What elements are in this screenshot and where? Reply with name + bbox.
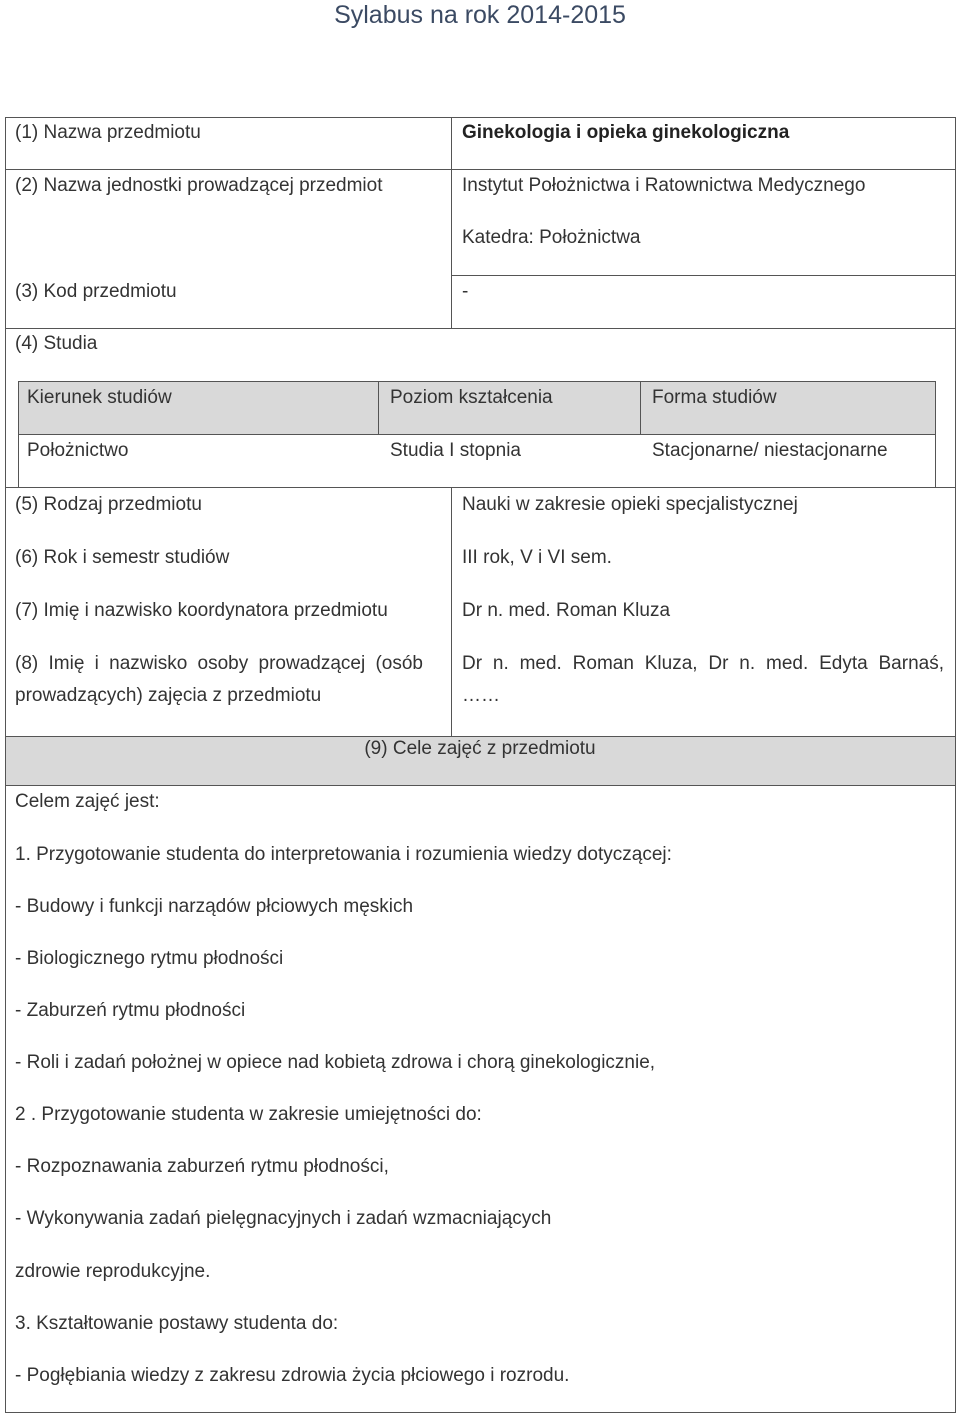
goals-item: - Roli i zadań położnej w opiece nad kobietą zdrowa i chorą ginekologicznie, <box>15 1052 656 1073</box>
column-divider <box>451 117 452 328</box>
studies-label: (4) Studia <box>15 333 98 354</box>
column-divider <box>451 487 452 736</box>
goals-item: 2 . Przygotowanie studenta w zakresie umiejętności do: <box>15 1104 482 1125</box>
unit-value-institute: Instytut Położnictwa i Ratownictwa Medycznego <box>462 175 866 196</box>
goals-item: 3. Kształtowanie postawy studenta do: <box>15 1313 339 1334</box>
studies-col-divider <box>378 381 379 435</box>
subject-name-label: (1) Nazwa przedmiotu <box>15 122 201 143</box>
year-semester-value: III rok, V i VI sem. <box>462 547 612 568</box>
subject-type-value: Nauki w zakresie opieki specjalistycznej <box>462 494 798 515</box>
goals-item: - Rozpoznawania zaburzeń rytmu płodności, <box>15 1156 389 1177</box>
row-divider <box>5 169 956 170</box>
year-semester-label: (6) Rok i semestr studiów <box>15 547 230 568</box>
goals-intro: Celem zajęć jest: <box>15 791 160 812</box>
goals-item: - Budowy i funkcji narządów płciowych męskich <box>15 896 414 917</box>
teachers-value-line1: Dr n. med. Roman Kluza, Dr n. med. Edyta Barnaś, <box>462 653 944 674</box>
row-divider <box>5 785 956 786</box>
goals-item: - Pogłębiania wiedzy z zakresu zdrowia życia płciowego i rozrodu. <box>15 1365 570 1386</box>
teachers-label-line1: (8) Imię i nazwisko osoby prowadzącej (osób <box>15 653 423 674</box>
studies-header-field: Kierunek studiów <box>27 387 172 408</box>
studies-col-divider <box>640 381 641 435</box>
studies-value-field: Położnictwo <box>27 440 129 461</box>
studies-header-form: Forma studiów <box>652 387 777 408</box>
subject-code-value: - <box>462 281 469 302</box>
studies-value-form: Stacjonarne/ niestacjonarne <box>652 440 888 461</box>
coordinator-value: Dr n. med. Roman Kluza <box>462 600 671 621</box>
studies-divider <box>18 434 936 435</box>
goals-item: - Zaburzeń rytmu płodności <box>15 1000 246 1021</box>
row-divider <box>5 328 956 329</box>
unit-value-department: Katedra: Położnictwa <box>462 227 641 248</box>
studies-header-level: Poziom kształcenia <box>390 387 553 408</box>
goals-item: zdrowie reprodukcyjne. <box>15 1261 211 1282</box>
subject-code-label: (3) Kod przedmiotu <box>15 281 177 302</box>
page-title: Sylabus na rok 2014-2015 <box>334 1 626 29</box>
subject-type-label: (5) Rodzaj przedmiotu <box>15 494 202 515</box>
coordinator-label: (7) Imię i nazwisko koordynatora przedmiotu <box>15 600 388 621</box>
row-divider <box>451 275 956 276</box>
goals-item: - Biologicznego rytmu płodności <box>15 948 284 969</box>
teachers-label-line2: prowadzących) zajęcia z przedmiotu <box>15 685 322 706</box>
goals-item: 1. Przygotowanie studenta do interpretowania i rozumienia wiedzy dotyczącej: <box>15 844 672 865</box>
goals-header: (9) Cele zajęć z przedmiotu <box>364 738 596 759</box>
studies-value-level: Studia I stopnia <box>390 440 521 461</box>
unit-label: (2) Nazwa jednostki prowadzącej przedmiot <box>15 175 383 196</box>
subject-name-value: Ginekologia i opieka ginekologiczna <box>462 122 790 143</box>
goals-item: - Wykonywania zadań pielęgnacyjnych i zadań wzmacniających <box>15 1208 552 1229</box>
teachers-value-line2: …… <box>462 685 500 706</box>
